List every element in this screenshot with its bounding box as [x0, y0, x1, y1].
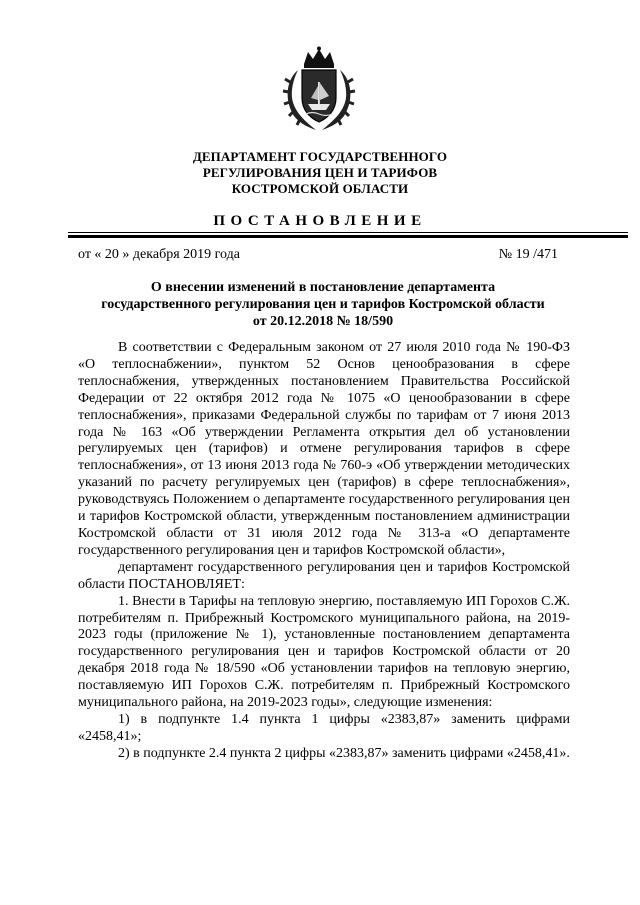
- document-number: № 19 /471: [498, 247, 558, 262]
- resolution-paragraph: департамент государственного регулирования цен и тарифов Костромской области ПОСТАНОВЛЯЕТ:: [78, 559, 570, 592]
- department-name-line-3: КОСТРОМСКОЙ ОБЛАСТИ: [231, 181, 409, 196]
- subject-line-2: государственного регулирования цен и тарифов Костромской области: [101, 297, 545, 312]
- subitem-1-paragraph: 1) в подпункте 1.4 пункта 1 цифры «2383,87» заменить цифрами «2458,41»;: [78, 711, 570, 744]
- subject-line-3: от 20.12.2018 № 18/590: [252, 314, 394, 329]
- subitem-2-paragraph: 2) в подпункте 2.4 пункта 2 цифры «2383,87» заменить цифрами «2458,41».: [118, 745, 570, 761]
- department-name-line-1: ДЕПАРТАМЕНТ ГОСУДАРСТВЕННОГО: [192, 149, 448, 164]
- document-date: от « 20 » декабря 2019 года: [78, 247, 240, 262]
- document-body: [78, 340, 570, 763]
- department-name-line-2: РЕГУЛИРОВАНИЯ ЦЕН И ТАРИФОВ: [202, 165, 438, 180]
- item-1-paragraph: 1. Внести в Тарифы на тепловую энергию, поставляемую ИП Горохов С.Ж. потребителям п. Прибрежный Костромского муниципального района, на 2019-2023 годы (приложение № 1), установленные постановлением департамента государственного регулирования цен и тарифов Костромской области от 20 декабря 2018 года № 18/590 «Об установлении тарифов на тепловую энергию, поставляемую ИП Горохов С.Ж. потребителям п. Прибрежный Костромского муниципального района, на 2019-2023 годы», следующие изменения:: [78, 593, 570, 711]
- subject-line-1: О внесении изменений в постановление департамента: [150, 280, 496, 295]
- department-header: [120, 149, 520, 197]
- header-divider-thick: [68, 235, 628, 238]
- kostroma-coat-of-arms-icon: [282, 46, 356, 132]
- document-type-title: ПОСТАНОВЛЕНИЕ: [213, 213, 427, 229]
- preamble-paragraph: В соответствии с Федеральным законом от 27 июля 2010 года № 190-ФЗ «О теплоснабжении», пунктом 52 Основ ценообразования в сфере теплоснабжения, утвержденных постановлением Правительства Российской Федерации от 22 октября 2012 года № 1075 «О ценообразовании в сфере теплоснабжения», приказами Федеральной службы по тарифам от 7 июня 2013 года № 163 «Об утверждении Регламента открытия дел об установлении регулируемых цен (тарифов) и отмене регулирования тарифов в сфере теплоснабжения», от 13 июня 2013 года № 760-э «Об утверждении методических указаний по расчету регулируемых цен (тарифов) в сфере теплоснабжения», руководствуясь Положением о департаменте государственного регулирования цен и тарифов Костромской области, утвержденным постановлением администрации Костромской области от 31 июля 2012 года № 313-а «О департаменте государственного регулирования цен и тарифов Костромской области»,: [78, 340, 570, 558]
- header-divider-thin: [68, 232, 628, 233]
- document-subject: [78, 279, 568, 330]
